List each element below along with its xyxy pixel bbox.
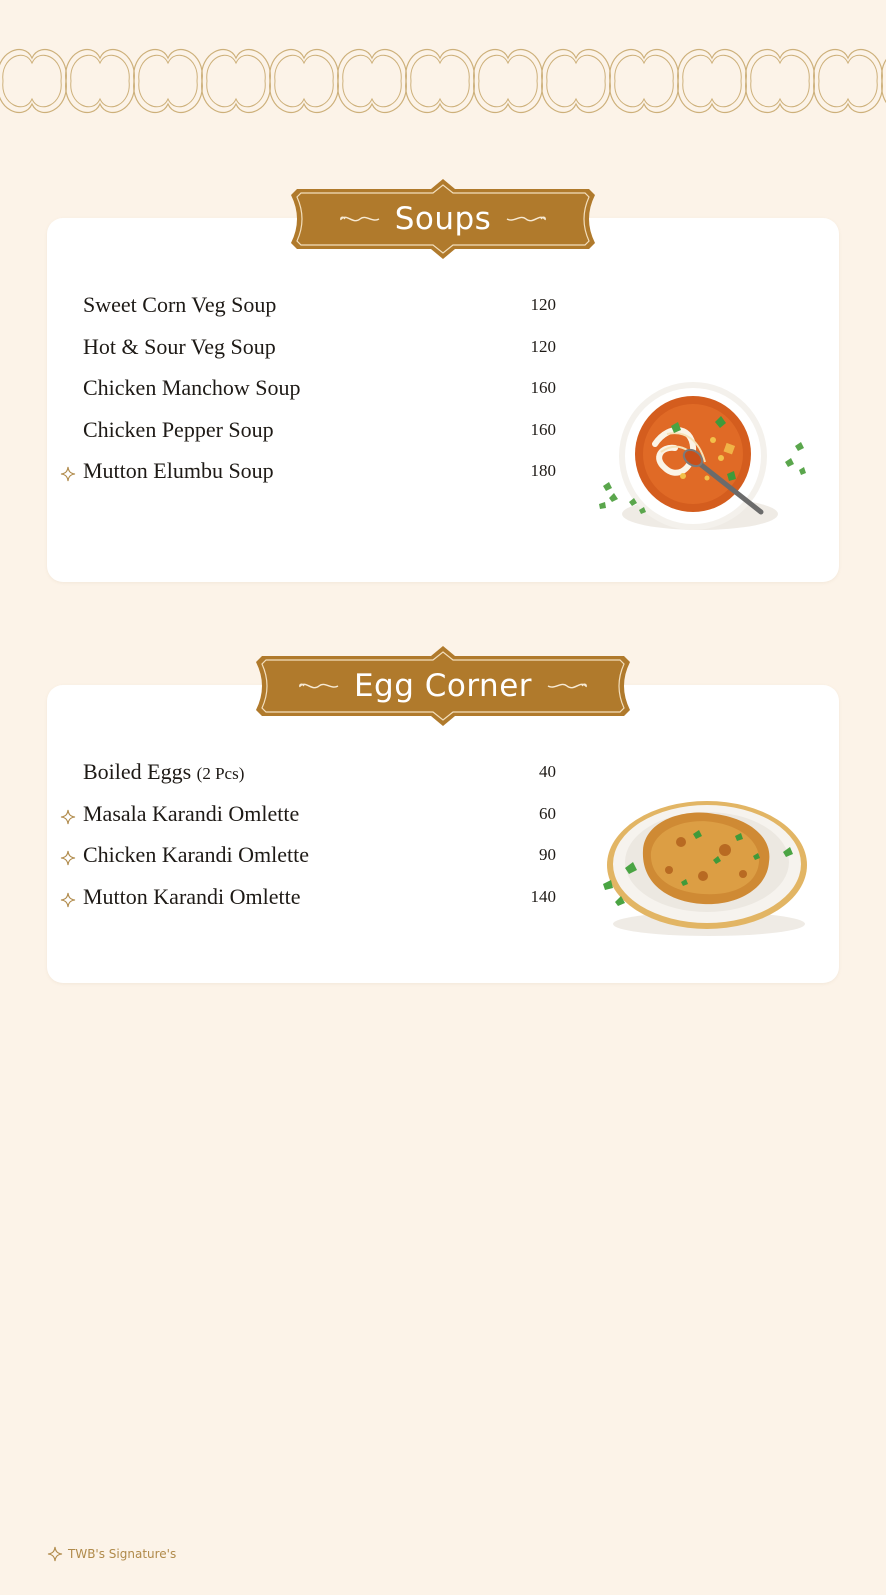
- signature-sparkle-icon: [60, 466, 76, 482]
- flourish-right-icon: [546, 679, 588, 693]
- signature-legend: [47, 1546, 176, 1562]
- item-quantity: (2 Pcs): [196, 764, 245, 783]
- scallop-ornament: [746, 50, 815, 113]
- scallop-ornament: [610, 50, 679, 113]
- signature-sparkle-icon: [60, 850, 76, 866]
- scallop-ornament: [882, 50, 886, 113]
- egg-corner-banner: [248, 646, 638, 726]
- scallop-ornament: [474, 50, 543, 113]
- item-name: Chicken Manchow Soup: [83, 375, 301, 400]
- item-price: 60: [539, 803, 556, 823]
- item-price: 90: [539, 845, 556, 864]
- item-name-text: Boiled Eggs: [83, 759, 192, 784]
- item-name: Chicken Karandi Omlette: [83, 842, 310, 867]
- item-price: 120: [530, 336, 556, 356]
- scallop-ornament: [134, 50, 203, 113]
- item-name: Mutton Elumbu Soup: [83, 458, 274, 483]
- section-title-soups: Soups: [394, 201, 492, 237]
- item-price: 180: [530, 461, 556, 480]
- sparkle-icon: [47, 1546, 63, 1562]
- omelette-plate-image: [585, 790, 815, 940]
- item-name: Hot & Sour Veg Soup: [83, 333, 276, 359]
- scalloped-ornament-border: [0, 44, 886, 118]
- scallop-ornament: [66, 50, 135, 113]
- item-price: 140: [530, 886, 556, 906]
- scallop-ornament: [270, 50, 339, 113]
- item-price: 120: [530, 295, 556, 314]
- scallop-ornament: [542, 50, 611, 113]
- scallop-ornament: [202, 50, 271, 113]
- scallop-ornament: [814, 50, 883, 113]
- item-name: Sweet Corn Veg Soup: [83, 292, 277, 317]
- item-name: Chicken Pepper Soup: [83, 416, 274, 442]
- signature-sparkle-icon: [60, 809, 76, 825]
- signature-legend-label: TWB's Signature's: [68, 1547, 177, 1561]
- section-title-egg-corner: Egg Corner: [353, 668, 533, 704]
- scallop-ornament: [678, 50, 747, 113]
- scallop-ornament: [406, 50, 475, 113]
- item-price: 160: [530, 419, 556, 439]
- signature-sparkle-icon: [60, 892, 76, 908]
- soups-banner: [283, 179, 603, 259]
- flourish-left-icon: [298, 679, 340, 693]
- scallop-ornament: [0, 50, 66, 113]
- item-price: 40: [539, 762, 556, 781]
- flourish-right-icon: [505, 212, 547, 226]
- item-name: Masala Karandi Omlette: [83, 800, 300, 826]
- flourish-left-icon: [339, 212, 381, 226]
- item-name: [83, 759, 244, 785]
- item-name: Mutton Karandi Omlette: [83, 883, 301, 909]
- item-price: 160: [530, 378, 556, 397]
- soup-bowl-image: [595, 382, 815, 552]
- scallop-ornament: [338, 50, 407, 113]
